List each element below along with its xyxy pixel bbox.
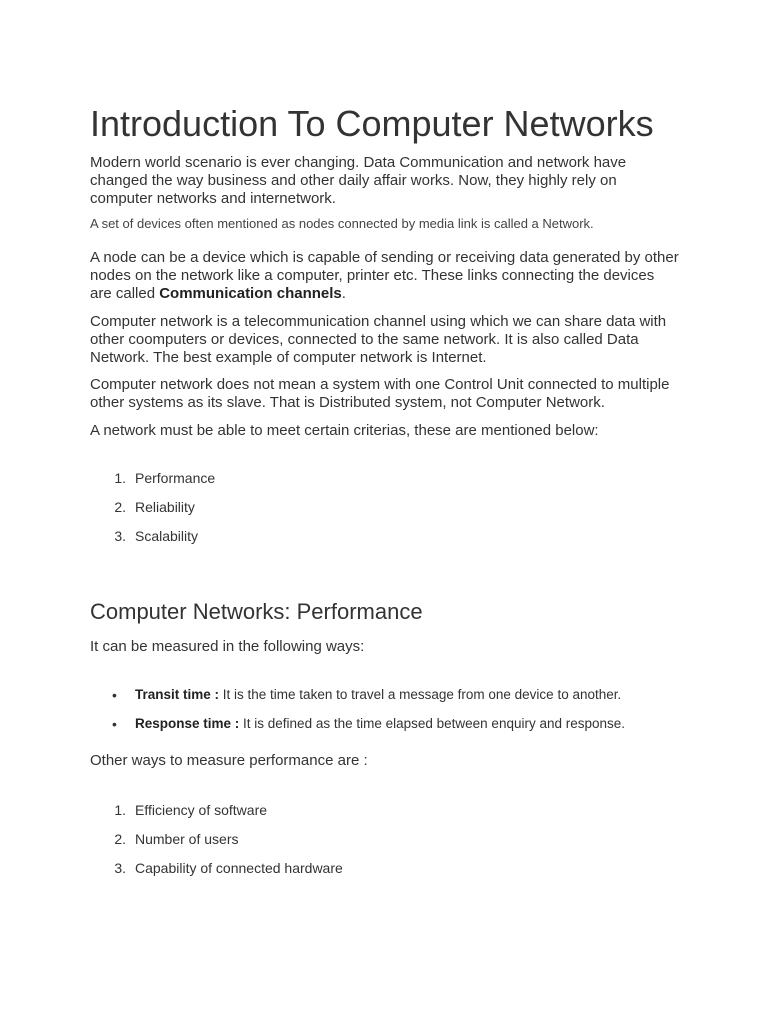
list-item-text: Efficiency of software bbox=[135, 802, 268, 818]
paragraph-node-text: A node can be a device which is capable of sending or receiving data generated by other nodes on the network like a computer, printer etc. These links connecting the devices are called bbox=[90, 249, 679, 302]
list-item-text: Reliability bbox=[135, 499, 195, 515]
bullet-icon: • bbox=[112, 687, 117, 703]
paragraph-other-ways-intro: Other ways to measure performance are : bbox=[90, 752, 368, 769]
paragraph-node-end: . bbox=[341, 285, 346, 302]
list-item-text: Number of users bbox=[135, 831, 239, 847]
term-label: Response time : bbox=[135, 716, 240, 731]
list-marker: 3. bbox=[114, 528, 126, 544]
list-marker: 1. bbox=[114, 802, 126, 818]
list-item-text: Capability of connected hardware bbox=[135, 860, 343, 876]
list-item-text bbox=[135, 686, 621, 704]
communication-channels-term: Communication channels bbox=[159, 285, 342, 302]
list-item-text: Performance bbox=[135, 470, 216, 486]
list-item-text bbox=[135, 715, 625, 733]
list-marker: 2. bbox=[114, 831, 126, 847]
section-heading-performance: Computer Networks: Performance bbox=[90, 599, 423, 624]
paragraph-intro: Modern world scenario is ever changing. Data Communication and network have changed the way business and other daily affair works. Now, they highly rely on computer networks and internetwork. bbox=[90, 154, 627, 207]
list-marker: 1. bbox=[114, 470, 126, 486]
paragraph-distributed-system: Computer network does not mean a system with one Control Unit connected to multiple other systems as its slave. That is Distributed system, not Computer Network. bbox=[90, 376, 670, 411]
paragraph-node-definition bbox=[90, 249, 680, 303]
term-label: Transit time : bbox=[135, 687, 220, 702]
paragraph-criteria-intro: A network must be able to meet certain criterias, these are mentioned below: bbox=[90, 422, 599, 439]
page-title: Introduction To Computer Networks bbox=[90, 103, 654, 144]
list-marker: 3. bbox=[114, 860, 126, 876]
term-description: It is the time taken to travel a message from one device to another. bbox=[219, 687, 622, 702]
paragraph-telecom-channel: Computer network is a telecommunication channel using which we can share data with other coomputers or devices, connected to the same network. It is also called Data Network. The best example of computer network is Internet. bbox=[90, 313, 667, 366]
list-item-text: Scalability bbox=[135, 528, 199, 544]
bullet-icon: • bbox=[112, 716, 117, 732]
paragraph-network-definition: A set of devices often mentioned as nodes connected by media link is called a Network. bbox=[90, 216, 594, 231]
paragraph-measure-intro: It can be measured in the following ways: bbox=[90, 638, 365, 655]
list-marker: 2. bbox=[114, 499, 126, 515]
term-description: It is defined as the time elapsed between enquiry and response. bbox=[239, 716, 626, 731]
